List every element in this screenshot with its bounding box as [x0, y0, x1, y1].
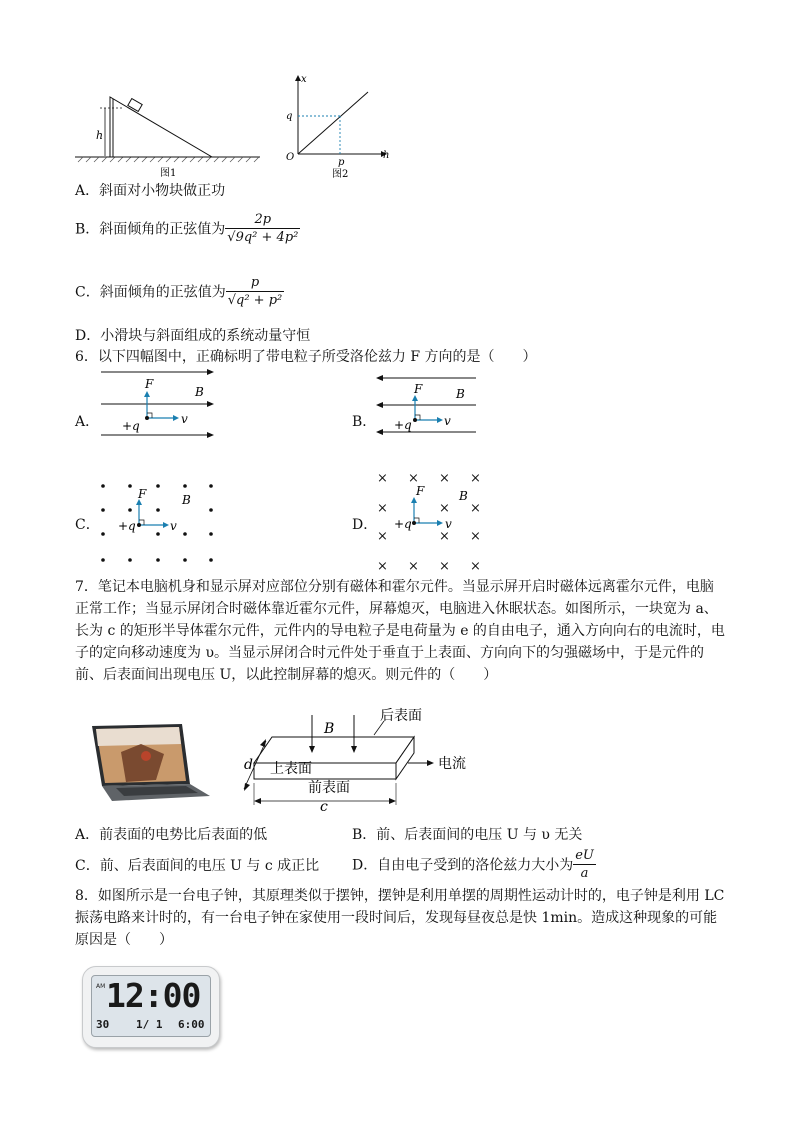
data-line: [298, 92, 368, 154]
clock-alarm: 6:00: [178, 1018, 205, 1031]
clock-display: [91, 975, 211, 1037]
svg-text:×: ×: [470, 471, 481, 486]
q6-diagram-b: [372, 370, 480, 442]
svg-text:×: ×: [377, 559, 388, 574]
svg-text:B: B: [324, 721, 335, 737]
svg-text:c: c: [320, 799, 328, 811]
alarm-clock-image: [82, 966, 220, 1048]
svg-text:×: ×: [470, 529, 481, 544]
svg-text:×: ×: [439, 529, 450, 544]
svg-text:d: d: [244, 757, 253, 773]
q6-diagram-a: [98, 364, 220, 446]
svg-text:×: ×: [408, 471, 419, 486]
svg-text:v: v: [181, 412, 188, 426]
hall-element-diagram: [238, 703, 474, 811]
svg-text:×: ×: [377, 471, 388, 486]
svg-text:+q: +q: [394, 517, 412, 531]
q6-option-a-label: A．: [75, 414, 100, 430]
clock-am: AM: [96, 983, 106, 990]
q7-option-b: B．前、后表面间的电压 U 与 υ 无关: [352, 827, 583, 843]
incline-wedge: [110, 97, 212, 157]
q5-option-a: A．斜面对小物块做正功: [75, 183, 226, 199]
q6-diagram-c: [98, 476, 220, 568]
svg-text:+q: +q: [118, 519, 136, 533]
figure-2-graph: [283, 72, 393, 180]
q7-stem: 7．笔记本电脑机身和显示屏对应部位分别有磁体和霍尔元件。当显示屏开启时磁体远离霍尔元件，电脑正常工作；当显示屏闭合时磁体靠近霍尔元件，屏幕熄灭，电脑进入休眠状态。如图所示，一块宽为 a、长为 c 的矩形半导体霍尔元件，元件内的导电粒子是电荷量为 e 的自由电子，通入方向向右的电流时，电子的定向移动速度为 υ。当显示屏闭合时元件处于垂直于上表面、方向向下的匀强磁场中，于是元件的前、后表面间出现电压 U，以此控制屏幕的熄灭。则元件的（ ）: [75, 579, 725, 683]
q6-option-d-label: D．: [352, 517, 378, 533]
svg-text:+q: +q: [122, 419, 140, 433]
q7-option-d-text: D．自由电子受到的洛伦兹力大小为: [352, 857, 574, 874]
origin-label: O: [286, 152, 295, 163]
q5-option-b: [75, 212, 300, 247]
svg-text:v: v: [170, 519, 177, 533]
svg-text:电流: 电流: [438, 756, 466, 772]
fraction-denominator: a: [580, 866, 589, 881]
fraction-denominator: √q² + p²: [227, 293, 283, 308]
figure-1-caption: 图1: [160, 168, 177, 178]
height-label: h: [96, 129, 104, 142]
svg-text:F: F: [138, 487, 147, 501]
axis-h-label: h: [383, 150, 390, 161]
svg-text:B: B: [195, 385, 204, 399]
svg-text:×: ×: [408, 559, 419, 574]
svg-text:×: ×: [439, 559, 450, 574]
svg-text:F: F: [414, 382, 423, 396]
laptop-image: [86, 722, 214, 802]
svg-text:×: ×: [377, 529, 388, 544]
fraction-denominator: √9q² + 4p²: [227, 230, 299, 245]
fraction-numerator: p: [226, 275, 285, 292]
fraction-numerator: 2p: [225, 212, 300, 229]
svg-text:×: ×: [470, 501, 481, 516]
q6-option-c-label: C．: [75, 517, 100, 533]
svg-text:B: B: [182, 493, 191, 507]
q-label: q: [286, 111, 293, 122]
fraction-numerator: eU: [575, 848, 594, 863]
q7-option-d-fraction: [573, 848, 596, 883]
svg-text:前表面: 前表面: [308, 780, 350, 796]
q5-option-c: [75, 275, 284, 310]
svg-text:×: ×: [377, 501, 388, 516]
ground-hatching: [78, 157, 259, 162]
svg-text:v: v: [445, 517, 452, 531]
svg-text:B: B: [456, 387, 465, 401]
axis-x-label: x: [301, 74, 307, 85]
q5-option-c-text: C．斜面倾角的正弦值为: [75, 284, 226, 301]
q7-option-d: [352, 848, 596, 883]
svg-text:v: v: [444, 414, 451, 428]
q5-option-c-fraction: [226, 275, 285, 310]
q6-stem: 6．以下四幅图中，正确标明了带电粒子所受洛伦兹力 F 方向的是（ ）: [75, 349, 537, 365]
svg-text:F: F: [416, 484, 425, 498]
q5-option-b-fraction: [225, 212, 300, 247]
svg-text:+q: +q: [394, 418, 412, 432]
q5-option-b-text: B．斜面倾角的正弦值为: [75, 221, 226, 238]
q6-option-b-label: B．: [352, 414, 377, 430]
svg-text:×: ×: [439, 471, 450, 486]
figure-1-incline: [72, 92, 267, 178]
element-top-face: [254, 737, 414, 763]
q7-option-a: A．前表面的电势比后表面的低: [75, 827, 268, 843]
q8-stem: 8．如图所示是一台电子钟，其原理类似于摆钟，摆钟是利用单摆的周期性运动计时的，电子钟是利用 LC 振荡电路来计时的，有一台电子钟在家使用一段时间后，发现每昼夜总是快 1min。造成这种现象的可能原因是（ ）: [75, 888, 725, 948]
svg-text:上表面: 上表面: [270, 761, 312, 777]
svg-text:后表面: 后表面: [380, 708, 422, 724]
q6-diagram-d: [372, 468, 484, 574]
p-label: p: [338, 157, 345, 168]
q5-option-d: D．小滑块与斜面组成的系统动量守恒: [75, 328, 311, 344]
svg-text:B: B: [459, 489, 468, 503]
q7-option-c: C．前、后表面间的电压 U 与 c 成正比: [75, 858, 320, 874]
svg-text:×: ×: [439, 501, 450, 516]
clock-date: 1/ 1: [136, 1018, 163, 1031]
figure-2-caption: 图2: [332, 169, 349, 180]
clock-temp: 30: [96, 1018, 110, 1031]
clock-time: 12:00: [106, 976, 201, 1015]
svg-text:F: F: [145, 377, 154, 391]
svg-text:×: ×: [470, 559, 481, 574]
